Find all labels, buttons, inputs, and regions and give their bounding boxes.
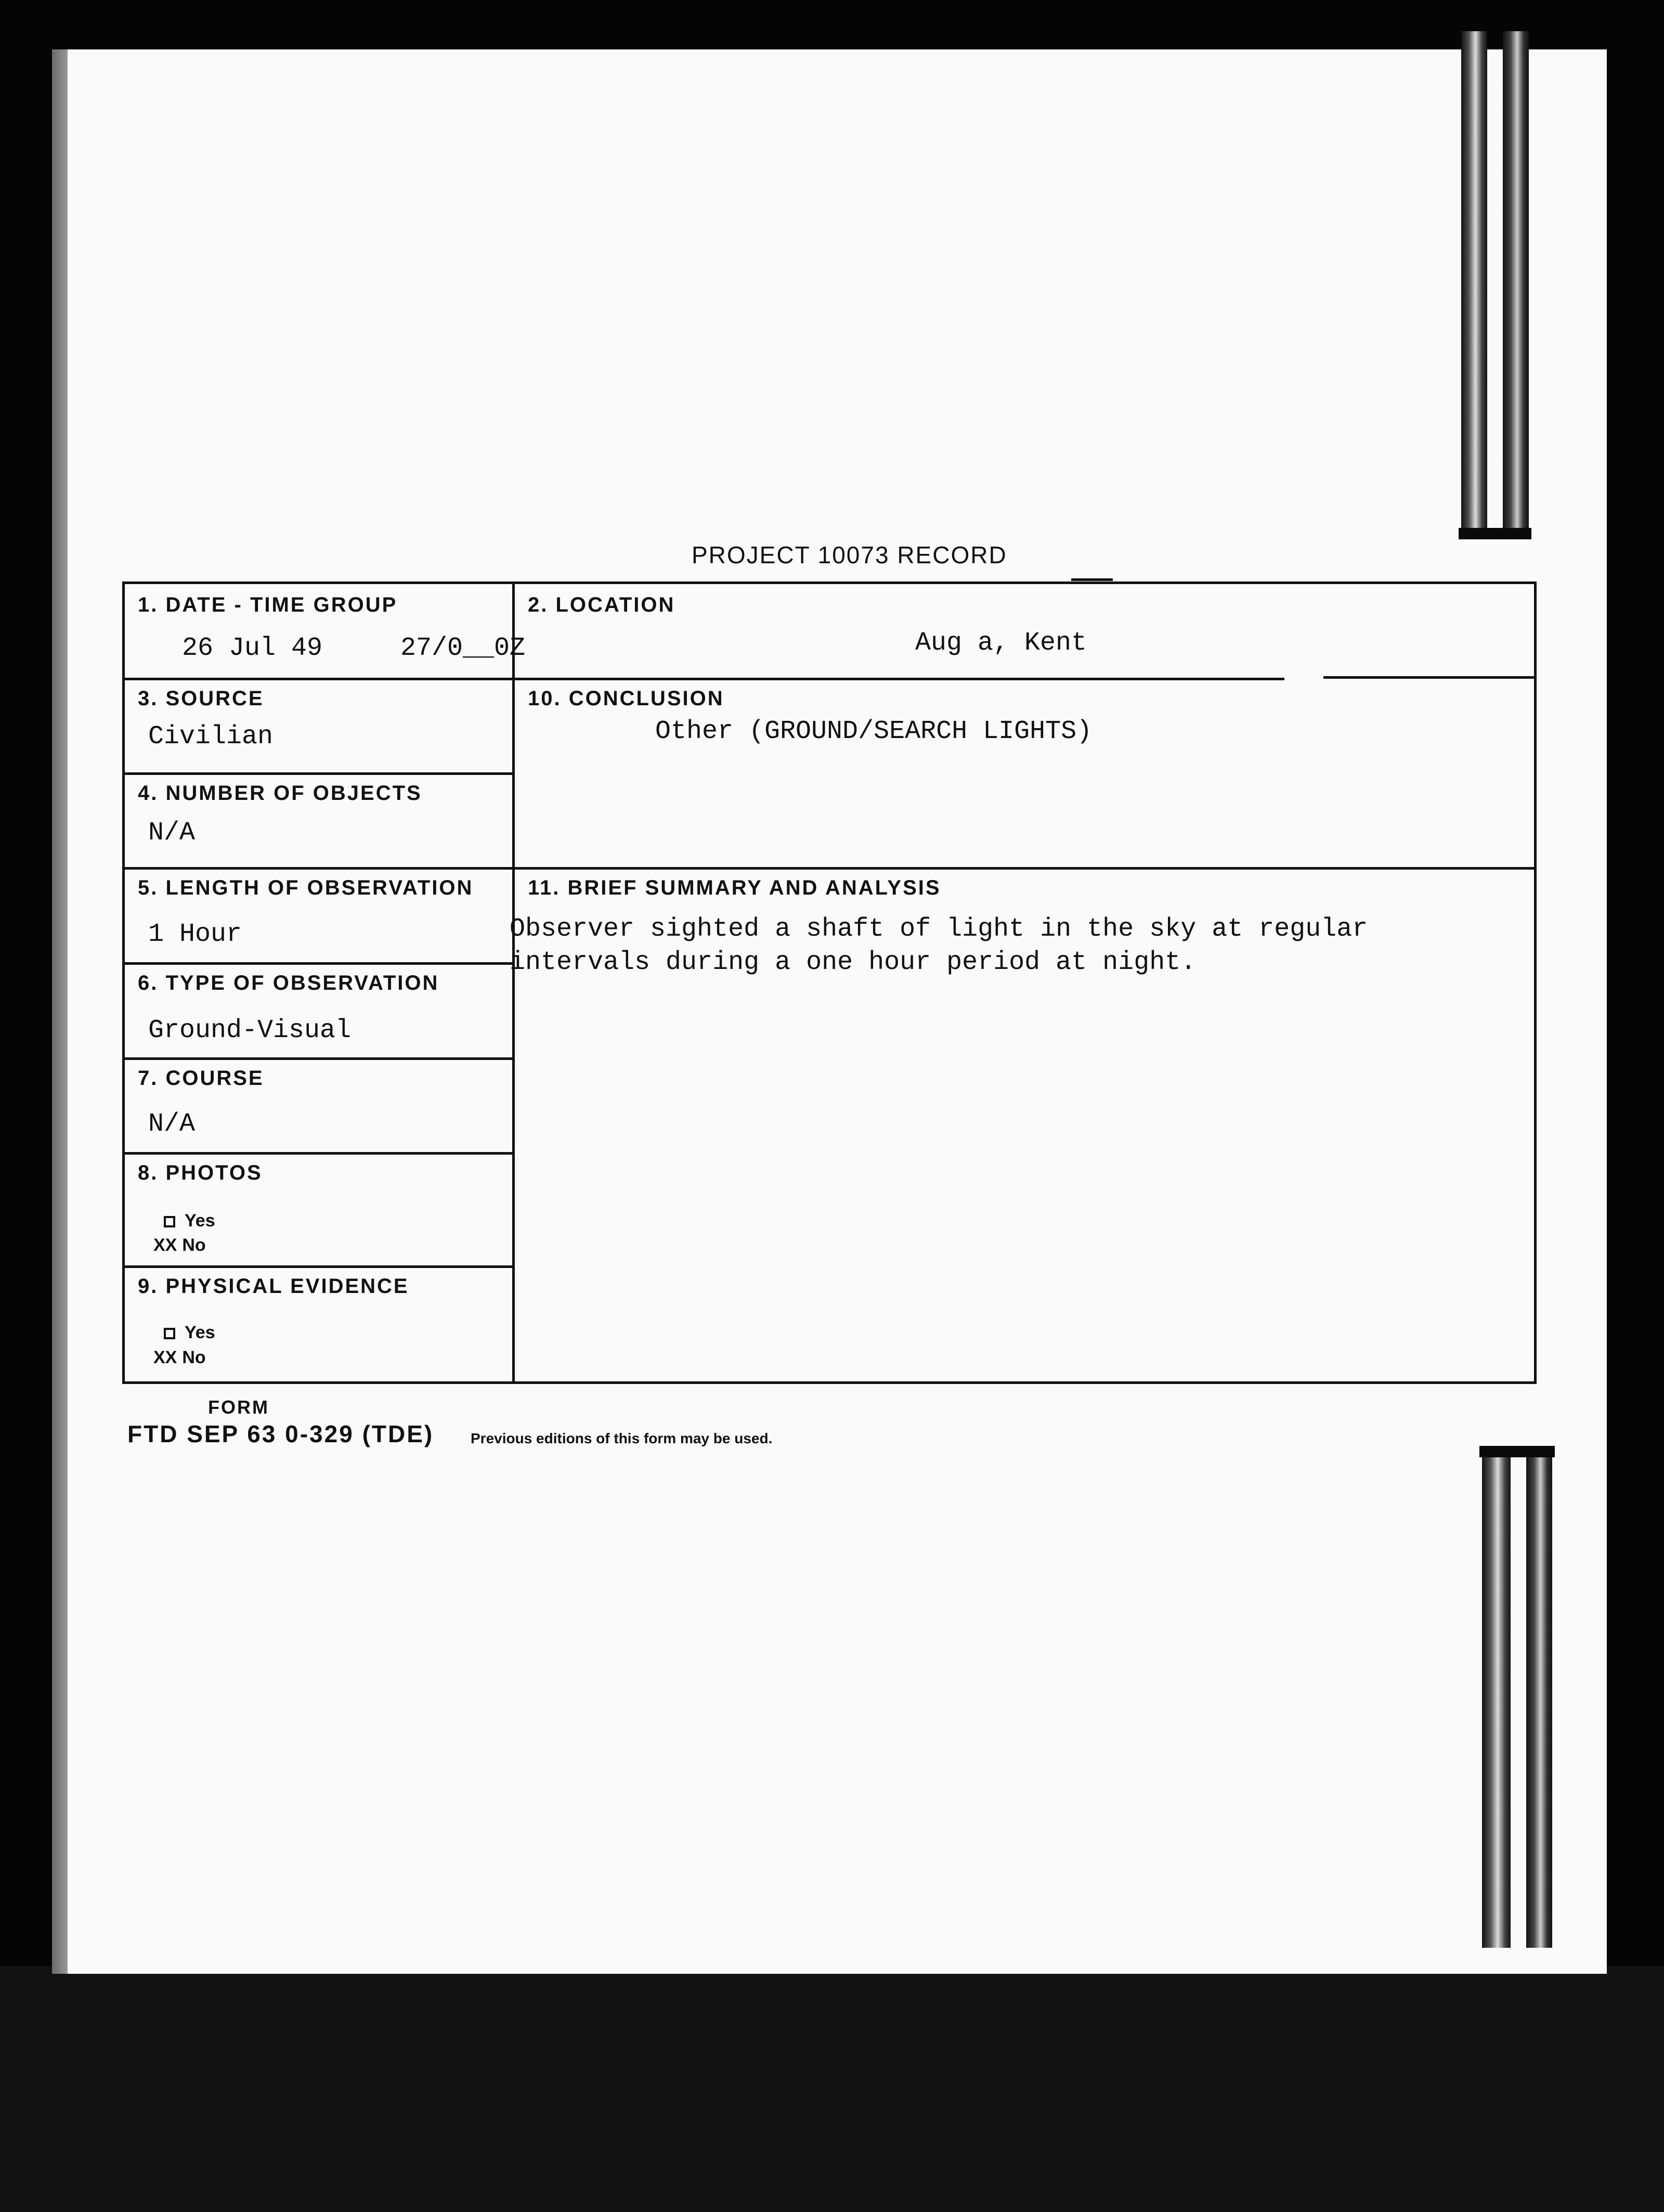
footer-form-code: FTD SEP 63 0-329 (TDE) (127, 1420, 434, 1447)
conclusion-label: 10. CONCLUSION (528, 687, 724, 710)
checkbox-icon (164, 1216, 175, 1227)
form-title: PROJECT 10073 RECORD (692, 541, 1007, 568)
source-value: Civilian (148, 722, 274, 752)
type-label: 6. TYPE OF OBSERVATION (138, 972, 439, 994)
date-value: 26 Jul 49 (182, 633, 323, 663)
record-form (122, 581, 1537, 1384)
photos-yes-option (164, 1211, 215, 1231)
location-value: Aug a, Kent (915, 628, 1087, 658)
column-divider (512, 584, 515, 1384)
film-edge-bar (1459, 528, 1531, 539)
photos-no-mark: XX (153, 1235, 177, 1255)
photos-label: 8. PHOTOS (138, 1161, 263, 1184)
evidence-label: 9. PHYSICAL EVIDENCE (138, 1275, 409, 1298)
conclusion-value: Other (GROUND/SEARCH LIGHTS) (655, 717, 1093, 746)
summary-text (510, 913, 1404, 979)
evidence-no-option (153, 1348, 206, 1368)
time-value: 27/0__0Z (400, 633, 526, 663)
source-label: 3. SOURCE (138, 687, 264, 710)
divider (125, 962, 515, 965)
summary-line: intervals during a one hour period at night. (510, 948, 1197, 977)
objects-value: N/A (148, 818, 196, 848)
footer-note: Previous editions of this form may be used. (471, 1430, 773, 1446)
evidence-no-mark: XX (153, 1348, 177, 1367)
photos-no-label: No (182, 1235, 206, 1255)
film-edge-bar (1526, 1448, 1552, 1948)
checkbox-icon (164, 1328, 175, 1339)
divider (125, 772, 515, 775)
length-value: 1 Hour (148, 920, 242, 949)
film-edge-bar (1461, 31, 1487, 538)
film-edge-bar (1479, 1446, 1555, 1457)
film-edge-bar (1482, 1448, 1511, 1948)
summary-line: Observer sighted a shaft of light in the sky at regular (510, 914, 1368, 944)
evidence-no-label: No (182, 1348, 206, 1367)
length-label: 5. LENGTH OF OBSERVATION (138, 876, 474, 899)
objects-label: 4. NUMBER OF OBJECTS (138, 782, 422, 805)
divider (125, 1057, 515, 1060)
divider (125, 1152, 515, 1155)
type-value: Ground-Visual (148, 1016, 352, 1045)
photos-yes-label: Yes (185, 1211, 215, 1231)
course-label: 7. COURSE (138, 1067, 264, 1090)
evidence-yes-option (164, 1323, 215, 1343)
evidence-yes-label: Yes (185, 1323, 215, 1342)
film-edge-bar (1503, 31, 1529, 538)
divider (125, 867, 1537, 870)
date-label: 1. DATE - TIME GROUP (138, 593, 398, 616)
location-label: 2. LOCATION (528, 593, 675, 616)
photos-no-option (153, 1235, 206, 1256)
background-film (0, 1966, 1664, 2212)
footer-form-word: FORM (208, 1396, 269, 1418)
divider (125, 678, 1284, 680)
divider (125, 1265, 515, 1268)
course-value: N/A (148, 1109, 196, 1139)
summary-label: 11. BRIEF SUMMARY AND ANALYSIS (528, 876, 941, 899)
divider (1071, 578, 1113, 581)
